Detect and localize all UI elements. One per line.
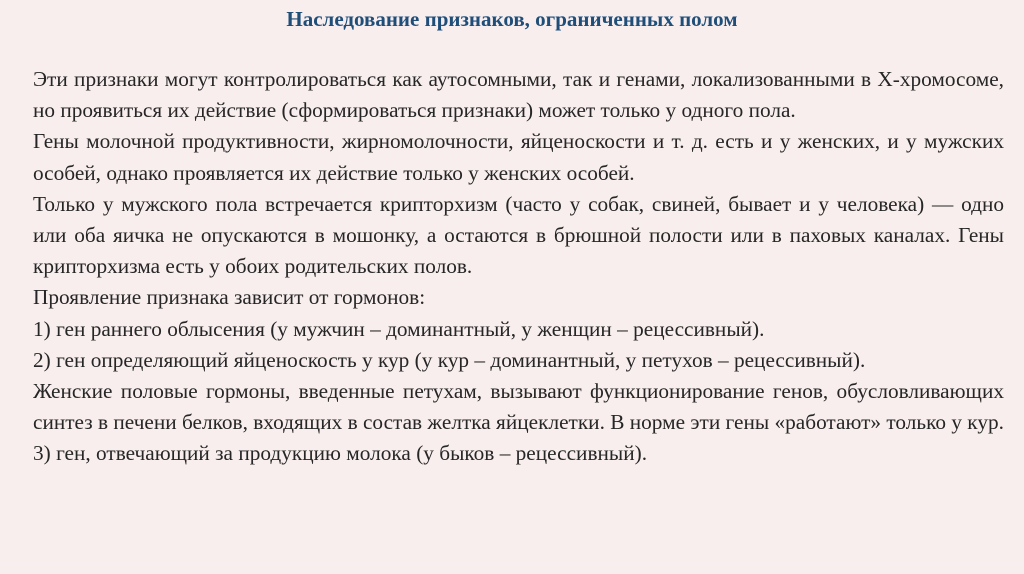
paragraph-cryptorchidism: Только у мужского пола встречается крипторхизм (часто у собак, свиней, бывает и у человека) — одно или оба яичка не опускаются в мошонку, а остаются в брюшной полости или в паховых каналах. Гены крипторхизма есть у обоих родительских полов. — [33, 191, 1004, 279]
paragraph-hormones: Проявление признака зависит от гормонов: — [33, 285, 426, 310]
paragraph-traits-intro: Эти признаки могут контролироваться как аутосомными, так и генами, локализованными в Х-хромосоме, но проявиться их действие (сформироваться признаки) может только у одного пола. — [33, 67, 1004, 123]
list-item-baldness: 1) ген раннего облысения (у мужчин – доминантный, у женщин – рецессивный). — [33, 316, 765, 341]
slide-body — [33, 64, 1004, 470]
paragraph-milk-genes: Гены молочной продуктивности, жирномолочности, яйценоскости и т. д. есть и у женских, и у мужских особей, однако проявляется их действие только у женских особей. — [33, 129, 1004, 185]
slide-title: Наследование признаков, ограниченных полом — [286, 7, 738, 31]
list-item-milk-production: 3) ген, отвечающий за продукцию молока (у быков – рецессивный). — [33, 441, 648, 466]
paragraph-female-hormones: Женские половые гормоны, введенные петухам, вызывают функционирование генов, обусловливающих синтез в печени белков, входящих в состав желтка яйцеклетки. В норме эти гены «работают» только у кур. — [33, 379, 1004, 435]
list-item-egg-production: 2) ген определяющий яйценоскость у кур (у кур – доминантный, у петухов – рецессивный). — [33, 347, 866, 372]
